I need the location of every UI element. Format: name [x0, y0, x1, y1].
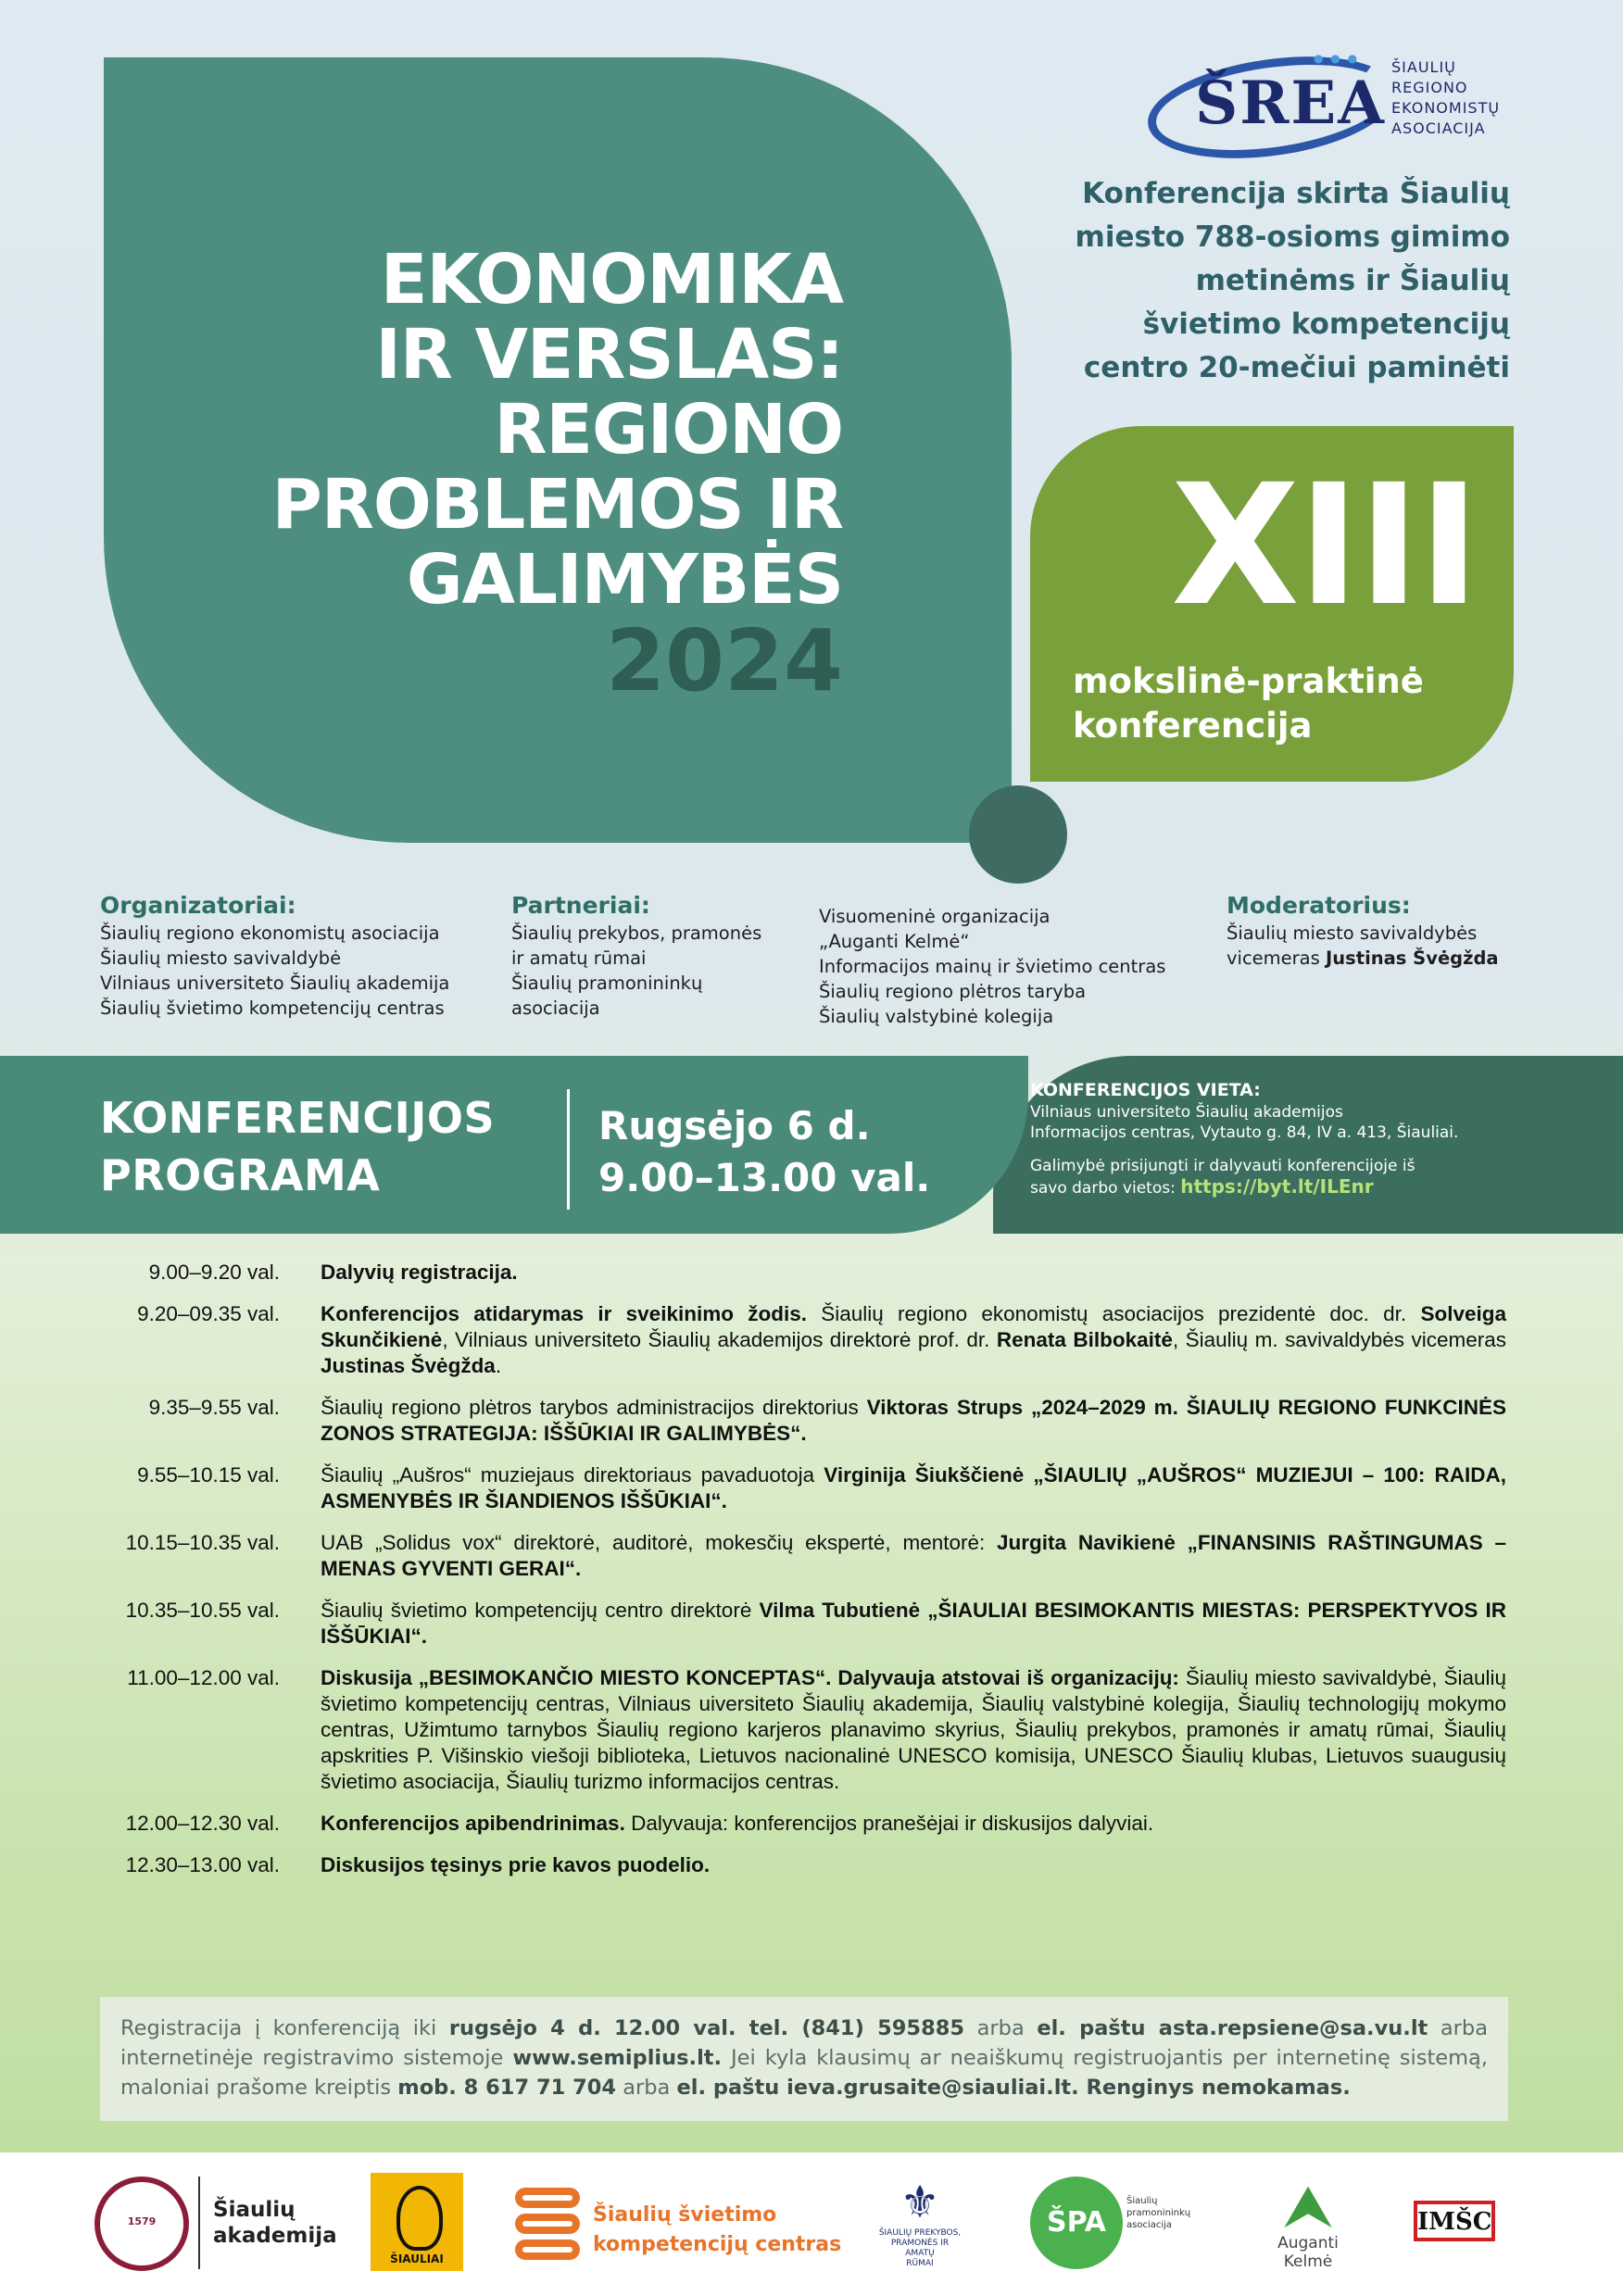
srea-logo-fullname: ŠIAULIŲ REGIONO EKONOMISTŲ ASOCIACIJA: [1391, 58, 1501, 137]
program-description: [321, 1530, 1506, 1582]
program-row: [0, 1260, 1623, 1286]
moderator-line: vicemeras Justinas Švėgžda: [1227, 947, 1499, 969]
program-text: Dalyvių registracija.: [321, 1261, 518, 1284]
program-time: 10.15–10.35 val.: [125, 1531, 280, 1554]
remote-line: savo darbo vietos: https://byt.lt/ILEnr: [1030, 1175, 1374, 1198]
vu-seal-logo: 1579: [94, 2177, 189, 2271]
program-text: Vilma Tubutienė „ŠIAULIAI BESIMOKANTIS MIESTAS: PERSPEKTYVOS IR IŠŠŪKIAI“.: [321, 1599, 1506, 1648]
program-text: Konferencijos apibendrinimas.: [321, 1812, 625, 1835]
imsc-logo: IMŠC: [1406, 2186, 1503, 2252]
program-description: [321, 1665, 1506, 1795]
program-description: [321, 1462, 1506, 1514]
registration-text: arba: [964, 2016, 1038, 2040]
program-date: Rugsėjo 6 d. 9.00–13.00 val.: [598, 1103, 931, 1200]
partners-section: [511, 891, 761, 1021]
program-list: [0, 1260, 1623, 1894]
registration-text: arba internetinėje registravimo sistemoje: [120, 2016, 1488, 2070]
partner-item: Šiaulių pramonininkų: [511, 972, 703, 994]
program-text: .: [495, 1354, 502, 1377]
program-text: Šiaulių regiono ekonomistų asociacijos prezidentė doc. dr.: [806, 1302, 1421, 1325]
partners-section-2: [819, 904, 1165, 1029]
conference-year: 2024: [605, 611, 843, 710]
program-text: Solveiga Skunčikienė: [321, 1302, 1506, 1351]
title-line: PROBLEMOS IR: [271, 465, 843, 545]
program-text: Dalyvauja: konferencijos pranešėjai ir diskusijos dalyviai.: [624, 1812, 1154, 1835]
remote-line: Galimybė prisijungti ir dalyvauti konferencijoje iš: [1030, 1157, 1415, 1175]
decorative-dot: [969, 785, 1067, 884]
spa-logo: ŠPA: [1030, 2177, 1123, 2269]
program-text: , Šiaulių m. savivaldybės vicemeras: [1172, 1328, 1506, 1351]
registration-text: arba: [616, 2076, 677, 2100]
partner-item: Šiaulių regiono plėtros taryba: [819, 981, 1087, 1002]
sppar-logo: ⚜ ŠIAULIŲ PREKYBOS, PRAMONĖS IR AMATŲ RŪMAI: [878, 2177, 962, 2268]
program-text: Justinas Švėgžda: [321, 1354, 496, 1377]
conference-type: mokslinė-praktinė konferencija: [1073, 661, 1424, 746]
program-description: [321, 1260, 1506, 1286]
program-row: [0, 1301, 1623, 1379]
program-text: Diskusijos tęsinys prie kavos puodelio.: [321, 1853, 711, 1876]
program-description: [321, 1395, 1506, 1447]
remote-link[interactable]: https://byt.lt/ILEnr: [1180, 1175, 1374, 1198]
tree-icon: ⮝: [1285, 2175, 1331, 2238]
registration-text: rugsėjo 4 d. 12.00 val. tel. (841) 595885: [448, 2016, 965, 2040]
program-text: Šiaulių švietimo kompetencijų centro direktorė: [321, 1599, 760, 1622]
venue-line: Informacijos centras, Vytauto g. 84, IV a. 413, Šiauliai.: [1030, 1123, 1459, 1142]
program-time: 11.00–12.00 val.: [127, 1666, 280, 1689]
logo-divider: [198, 2177, 200, 2269]
program-row: [0, 1665, 1623, 1795]
program-description: [321, 1301, 1506, 1379]
organizer-item: Šiaulių regiono ekonomistų asociacija: [100, 922, 440, 944]
title-line: IR VERSLAS:: [375, 315, 843, 395]
partner-item: Šiaulių prekybos, pramonės: [511, 922, 762, 944]
skc-logo: Šiaulių švietimo kompetencijų centras: [593, 2203, 842, 2256]
srea-logo-dots: ● ● ●: [1314, 52, 1360, 65]
program-time: 12.00–12.30 val.: [125, 1812, 280, 1835]
registration-text: mob. 8 617 71 704: [397, 2076, 617, 2100]
registration-text: el. paštu ieva.grusaite@siauliai.lt. Renginys nemokamas.: [676, 2076, 1351, 2100]
program-text: Renata Bilbokaitė: [996, 1328, 1173, 1351]
registration-text: Jei kyla klausimų ar neaiškumų registruojantis per internetinę sistemą, maloniai prašome kreiptis: [120, 2046, 1488, 2100]
partners-heading: Partneriai:: [511, 892, 650, 919]
partner-item: Visuomeninė organizacija: [819, 906, 1051, 927]
moderator-section: [1227, 891, 1499, 971]
organizer-item: Šiaulių miesto savivaldybė: [100, 947, 342, 969]
moderator-line: Šiaulių miesto savivaldybės: [1227, 922, 1478, 944]
program-text: Šiaulių regiono plėtros tarybos administracijos direktorius: [321, 1396, 867, 1419]
venue-heading: KONFERENCIJOS VIETA:: [1030, 1080, 1261, 1100]
siauliu-akademija-logo: Šiaulių akademija: [213, 2198, 337, 2248]
program-title: KONFERENCIJOS PROGRAMA: [100, 1093, 496, 1200]
moderator-name: Justinas Švėgžda: [1326, 947, 1499, 969]
program-time: 9.35–9.55 val.: [148, 1396, 280, 1419]
registration-text: el. paštu asta.repsiene@sa.vu.lt: [1037, 2016, 1428, 2040]
crest-icon: ⚜: [900, 2177, 940, 2228]
title-line: GALIMYBĖS: [406, 540, 843, 620]
program-row: [0, 1811, 1623, 1837]
program-text: UAB „Solidus vox“ direktorė, auditorė, mokesčių ekspertė, mentorė:: [321, 1531, 998, 1554]
program-time: 10.35–10.55 val.: [125, 1599, 280, 1622]
srea-logo: ŠREA: [1195, 69, 1386, 138]
organizers-heading: Organizatoriai:: [100, 892, 296, 919]
edition-number: XIII: [1171, 449, 1478, 643]
venue-info: [1030, 1078, 1586, 1198]
program-row: [0, 1852, 1623, 1878]
program-text: Konferencijos atidarymas ir sveikinimo žodis.: [321, 1302, 807, 1325]
program-description: [321, 1811, 1506, 1837]
dedication-text: Konferencija skirta Šiaulių miesto 788-osioms gimimo metinėms ir Šiaulių švietimo kompetencijų centro 20-mečiui paminėti: [1075, 177, 1510, 384]
organizers-section: [100, 891, 449, 1021]
program-time: 9.20–09.35 val.: [137, 1302, 280, 1325]
program-row: [0, 1530, 1623, 1582]
partner-item: „Auganti Kelmė“: [819, 931, 970, 952]
siauliai-city-logo: ŠIAULIAI: [371, 2173, 463, 2271]
partner-item: ir amatų rūmai: [511, 947, 647, 969]
registration-text: www.semiplius.lt.: [512, 2046, 723, 2070]
program-text: Šiaulių „Aušros“ muziejaus direktoriaus pavaduotoja: [321, 1463, 824, 1487]
program-text: Viktoras Strups „2024–2029 m. ŠIAULIŲ REGIONO FUNKCINĖS ZONOS STRATEGIJA: IŠŠŪKIAI IR GALIMYBĖS“.: [321, 1396, 1506, 1445]
registration-text: Registracija į konferenciją iki: [120, 2016, 449, 2040]
title-line: REGIONO: [494, 390, 843, 470]
partner-item: Informacijos mainų ir švietimo centras: [819, 956, 1166, 977]
program-text: Šiaulių miesto savivaldybė, Šiaulių švietimo kompetencijų centras, Vilniaus uiversiteto Šiaulių akademija, Šiaulių valstybinė kolegija, Šiaulių technologijų mokymo centras, Užimtumo tarnybos Šiaulių regiono karjeros planavimo skyrius, Šiaulių prekybos, pramonės ir amatų rūmai, Šiaulių apskrities P. Višinskio viešoji biblioteka, Lietuvos nacionalinė UNESCO komisija, UNESCO Šiaulių klubas, Lietuvos suaugusių švietimo asociacija, Šiaulių turizmo informacijos centras.: [321, 1666, 1506, 1793]
spa-logo-text: Šiaulių pramonininkų asociacija: [1126, 2196, 1191, 2230]
program-time: 9.55–10.15 val.: [137, 1463, 280, 1487]
organizer-item: Šiaulių švietimo kompetencijų centras: [100, 997, 445, 1019]
program-text: , Vilniaus universiteto Šiaulių akademijos direktorė prof. dr.: [442, 1328, 997, 1351]
partner-item: asociacija: [511, 997, 600, 1019]
partner-item: Šiaulių valstybinė kolegija: [819, 1006, 1054, 1027]
program-time: 12.30–13.00 val.: [125, 1853, 280, 1876]
program-row: [0, 1598, 1623, 1650]
organizer-item: Vilniaus universiteto Šiaulių akademija: [100, 972, 450, 994]
program-text: Diskusija „BESIMOKANČIO MIESTO KONCEPTAS“. Dalyvauja atstovai iš organizacijų:: [321, 1666, 1179, 1689]
program-description: [321, 1852, 1506, 1878]
program-text: Jurgita Navikienė „FINANSINIS RAŠTINGUMAS – MENAS GYVENTI GERAI“.: [321, 1531, 1506, 1580]
program-time: 9.00–9.20 val.: [148, 1261, 280, 1284]
program-row: [0, 1395, 1623, 1447]
program-row: [0, 1462, 1623, 1514]
band-divider: [567, 1089, 570, 1210]
moderator-heading: Moderatorius:: [1227, 892, 1411, 919]
title-line: EKONOMIKA: [380, 240, 843, 320]
auganti-kelme-logo: ⮝ Auganti Kelmė: [1252, 2178, 1364, 2271]
conference-title: [185, 240, 843, 620]
registration-box: [100, 1997, 1508, 2121]
venue-line: Vilniaus universiteto Šiaulių akademijos: [1030, 1103, 1343, 1122]
program-text: Virginija Šiukščienė „ŠIAULIŲ „AUŠROS“ MUZIEJUI – 100: RAIDA, ASMENYBĖS IR ŠIANDIENOS IŠŠŪKIAI“.: [321, 1463, 1507, 1512]
program-description: [321, 1598, 1506, 1650]
skc-icon: [515, 2188, 580, 2260]
